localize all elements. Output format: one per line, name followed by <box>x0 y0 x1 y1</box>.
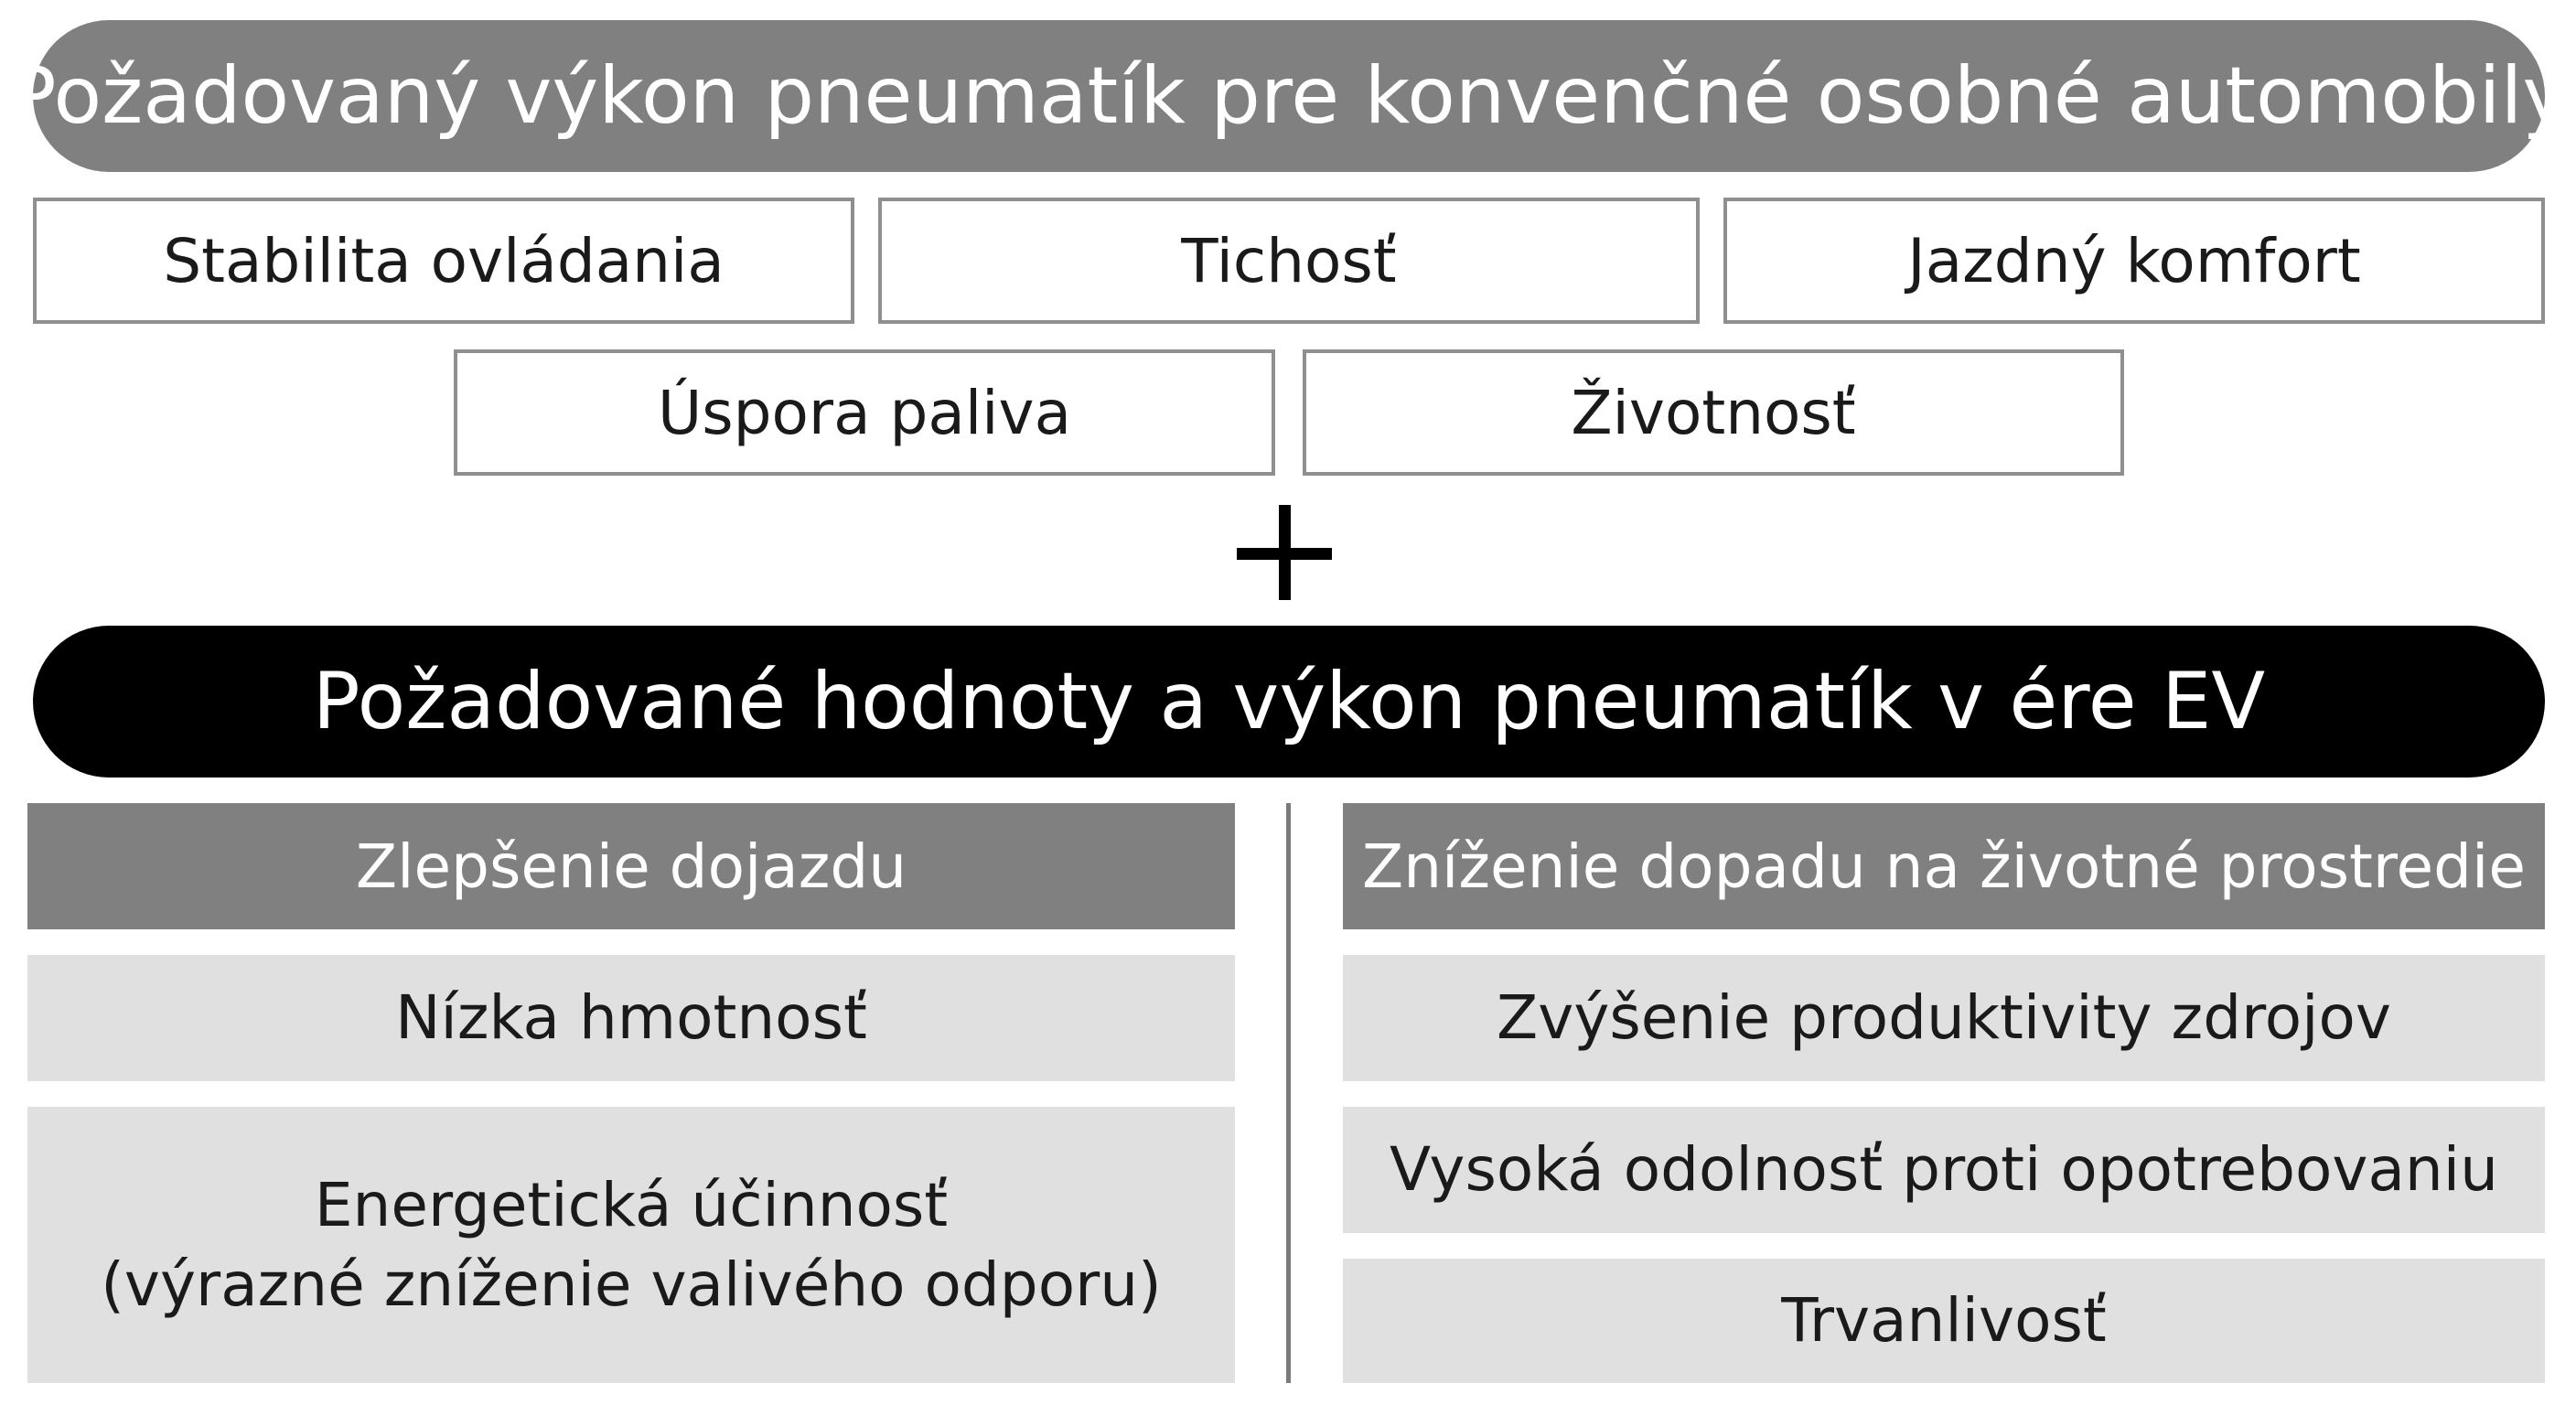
ev-left-item-energy-efficiency-line2: (výrazné zníženie valivého odporu) <box>101 1249 1162 1320</box>
ev-right-item-durability-text: Trvanlivosť <box>1781 1285 2107 1357</box>
column-divider <box>1286 803 1291 1383</box>
ev-right-header-text: Zníženie dopadu na životné prostredie <box>1361 831 2526 902</box>
ev-right-item-durability <box>1343 1259 2545 1383</box>
conventional-title-text: Požadovaný výkon pneumatík pre konvenčné osobné automobily <box>8 50 2570 142</box>
ev-left-item-energy-efficiency <box>27 1107 1235 1383</box>
ev-left-item-low-weight <box>27 955 1235 1081</box>
ev-right-item-wear-resistance-text: Vysoká odolnosť proti opotrebovaniu <box>1390 1134 2498 1206</box>
plus-icon <box>1233 501 1343 611</box>
box-quietness <box>878 198 1700 324</box>
conventional-title <box>8 20 2570 172</box>
box-ride-comfort-label: Jazdný komfort <box>1907 225 2361 296</box>
box-durability-life-label: Životnosť <box>1571 377 1856 448</box>
box-fuel-economy <box>454 349 1275 476</box>
box-ride-comfort <box>1723 198 2545 324</box>
box-handling-stability-label: Stabilita ovládania <box>163 225 724 296</box>
ev-title-text: Požadované hodnoty a výkon pneumatík v ére EV <box>312 656 2266 747</box>
ev-right-item-wear-resistance <box>1343 1107 2545 1233</box>
ev-left-header <box>27 803 1235 929</box>
ev-left-item-low-weight-text: Nízka hmotnosť <box>395 982 867 1054</box>
ev-right-header <box>1343 803 2545 929</box>
ev-title <box>33 626 2545 778</box>
box-quietness-label: Tichosť <box>1181 225 1397 296</box>
ev-right-item-resource-productivity <box>1343 955 2545 1081</box>
ev-left-header-text: Zlepšenie dojazdu <box>355 831 907 902</box>
box-fuel-economy-label: Úspora paliva <box>657 377 1072 448</box>
ev-left-item-energy-efficiency-line1: Energetická účinnosť <box>314 1169 949 1240</box>
ev-right-item-resource-productivity-text: Zvýšenie produktivity zdrojov <box>1497 982 2391 1054</box>
box-handling-stability <box>33 198 854 324</box>
box-durability-life <box>1303 349 2124 476</box>
